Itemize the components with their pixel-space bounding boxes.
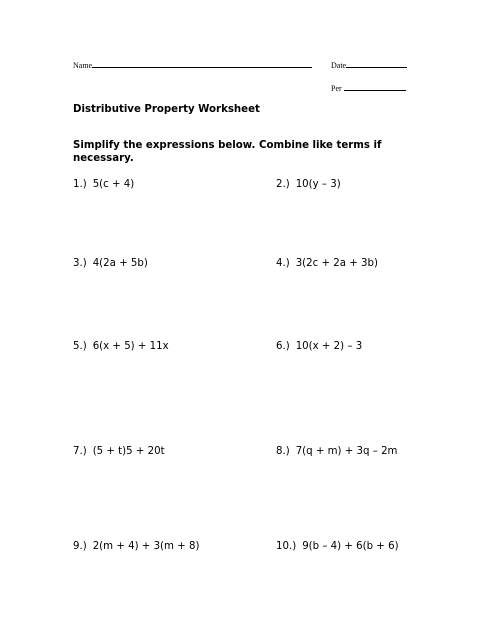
name-blank-line[interactable] <box>92 59 312 68</box>
problem-2 <box>276 179 341 190</box>
worksheet-instructions: Simplify the expressions below. Combine like terms if necessary. <box>73 140 382 164</box>
problem-9 <box>73 541 199 552</box>
problem-1 <box>73 179 134 190</box>
problem-expression: (5 + t)5 + 20t <box>92 446 165 457</box>
problem-5 <box>73 341 169 352</box>
problem-10 <box>276 541 399 552</box>
problem-expression: 9(b – 4) + 6(b + 6) <box>302 541 399 552</box>
problem-number: 6.) <box>276 341 290 352</box>
period-blank-line[interactable] <box>344 82 406 91</box>
problem-number: 8.) <box>276 446 290 457</box>
problem-3 <box>73 258 148 269</box>
problem-number: 5.) <box>73 341 87 352</box>
problem-number: 7.) <box>73 446 87 457</box>
worksheet-title: Distributive Property Worksheet <box>73 104 260 115</box>
date-blank-line[interactable] <box>346 59 407 68</box>
problem-expression: 7(q + m) + 3q – 2m <box>295 446 398 457</box>
problem-7 <box>73 446 165 457</box>
problem-number: 1.) <box>73 179 87 190</box>
date-label: Date <box>331 61 347 70</box>
problem-expression: 6(x + 5) + 11x <box>92 341 169 352</box>
problem-number: 2.) <box>276 179 290 190</box>
problem-8 <box>276 446 397 457</box>
problem-expression: 2(m + 4) + 3(m + 8) <box>92 541 200 552</box>
problem-expression: 3(2c + 2a + 3b) <box>295 258 378 269</box>
period-field[interactable] <box>331 82 406 94</box>
date-field[interactable] <box>331 59 407 71</box>
name-label: Name <box>73 61 93 70</box>
problem-expression: 10(y – 3) <box>295 179 341 190</box>
problem-number: 9.) <box>73 541 87 552</box>
problem-expression: 4(2a + 5b) <box>92 258 148 269</box>
problem-expression: 5(c + 4) <box>92 179 135 190</box>
problem-number: 10.) <box>276 541 297 552</box>
problem-expression: 10(x + 2) – 3 <box>295 341 363 352</box>
problem-number: 4.) <box>276 258 290 269</box>
problem-6 <box>276 341 362 352</box>
name-field[interactable] <box>73 59 312 71</box>
problem-4 <box>276 258 378 269</box>
problem-number: 3.) <box>73 258 87 269</box>
period-label: Per <box>331 84 342 93</box>
